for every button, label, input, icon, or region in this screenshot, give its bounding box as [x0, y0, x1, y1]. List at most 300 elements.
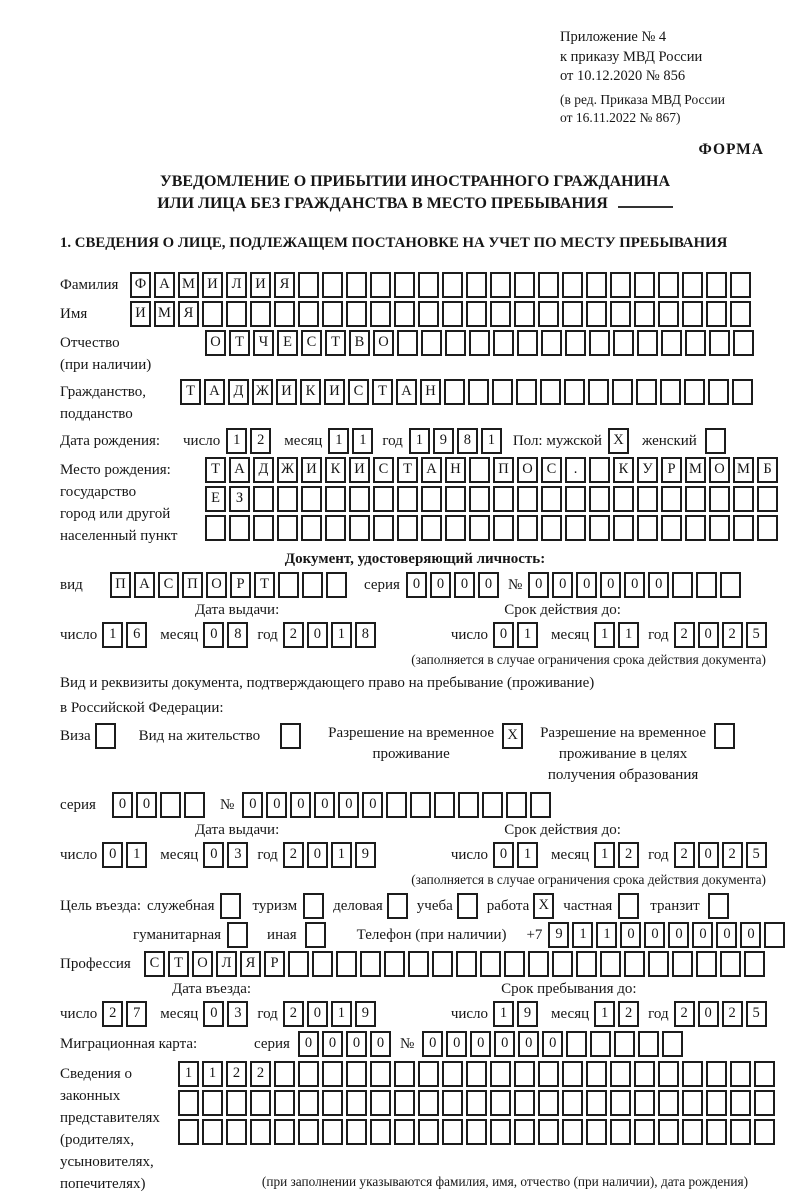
cell[interactable]: 1	[409, 428, 430, 454]
permit-series-cells[interactable]	[112, 792, 208, 818]
sex-male-checkbox[interactable]: X	[608, 428, 629, 454]
cell[interactable]: В	[349, 330, 370, 356]
cell[interactable]	[466, 301, 487, 327]
doc-number-cells[interactable]	[528, 572, 744, 598]
cell[interactable]	[709, 486, 730, 512]
cell[interactable]	[538, 1090, 559, 1116]
cell[interactable]: П	[110, 572, 131, 598]
cell[interactable]	[658, 272, 679, 298]
given-name-cells[interactable]	[130, 301, 754, 327]
cell[interactable]: 2	[250, 428, 271, 454]
cell[interactable]: А	[134, 572, 155, 598]
cell[interactable]	[506, 792, 527, 818]
cell[interactable]: Ж	[277, 457, 298, 483]
cell[interactable]: 0	[307, 622, 328, 648]
cell[interactable]	[445, 515, 466, 541]
permit-issue-year-cells[interactable]	[283, 842, 379, 868]
migration-series-cells[interactable]	[298, 1031, 394, 1057]
cell[interactable]	[421, 330, 442, 356]
cell[interactable]: 1	[594, 842, 615, 868]
cell[interactable]: 1	[481, 428, 502, 454]
cell[interactable]	[184, 792, 205, 818]
cell[interactable]	[274, 1061, 295, 1087]
cell[interactable]	[444, 379, 465, 405]
cell[interactable]: Ч	[253, 330, 274, 356]
cell[interactable]: 1	[178, 1061, 199, 1087]
permit-issue-month-cells[interactable]	[203, 842, 251, 868]
cell[interactable]	[360, 951, 381, 977]
cell[interactable]: Е	[277, 330, 298, 356]
cell[interactable]: 1	[596, 922, 617, 948]
cell[interactable]	[696, 951, 717, 977]
cell[interactable]: 0	[493, 842, 514, 868]
cell[interactable]	[394, 1119, 415, 1145]
cell[interactable]	[397, 515, 418, 541]
patronymic-cells[interactable]	[205, 330, 757, 356]
cell[interactable]: 6	[126, 622, 147, 648]
cell[interactable]: 1	[226, 428, 247, 454]
cell[interactable]: Т	[254, 572, 275, 598]
cell[interactable]: 5	[746, 622, 767, 648]
cell[interactable]	[373, 515, 394, 541]
cell[interactable]: 2	[283, 842, 304, 868]
cell[interactable]	[538, 301, 559, 327]
cell[interactable]: О	[373, 330, 394, 356]
cell[interactable]	[421, 486, 442, 512]
cell[interactable]	[160, 792, 181, 818]
cell[interactable]	[706, 272, 727, 298]
cell[interactable]	[469, 515, 490, 541]
cell[interactable]: С	[373, 457, 394, 483]
cell[interactable]	[682, 1119, 703, 1145]
cell[interactable]	[658, 1061, 679, 1087]
cell[interactable]	[288, 951, 309, 977]
cell[interactable]: 2	[618, 842, 639, 868]
cell[interactable]	[322, 272, 343, 298]
cell[interactable]	[514, 1061, 535, 1087]
cell[interactable]: 0	[298, 1031, 319, 1057]
cell[interactable]: 0	[112, 792, 133, 818]
birthdate-year-cells[interactable]	[409, 428, 505, 454]
cell[interactable]	[226, 301, 247, 327]
cell[interactable]	[322, 1119, 343, 1145]
permit-number-cells[interactable]	[242, 792, 554, 818]
cell[interactable]: Т	[229, 330, 250, 356]
cell[interactable]	[565, 330, 586, 356]
cell[interactable]	[250, 1090, 271, 1116]
cell[interactable]	[538, 272, 559, 298]
cell[interactable]	[517, 515, 538, 541]
cell[interactable]: Р	[661, 457, 682, 483]
cell[interactable]	[586, 1090, 607, 1116]
cell[interactable]: П	[182, 572, 203, 598]
cell[interactable]: 2	[674, 842, 695, 868]
cell[interactable]	[636, 379, 657, 405]
cell[interactable]	[445, 486, 466, 512]
cell[interactable]: 0	[716, 922, 737, 948]
cell[interactable]	[720, 572, 741, 598]
cell[interactable]	[408, 951, 429, 977]
cell[interactable]	[538, 1119, 559, 1145]
cell[interactable]	[466, 1090, 487, 1116]
purpose-work-checkbox[interactable]: X	[533, 893, 554, 919]
cell[interactable]	[466, 1119, 487, 1145]
cell[interactable]: 8	[355, 622, 376, 648]
cell[interactable]	[634, 272, 655, 298]
cell[interactable]	[541, 330, 562, 356]
cell[interactable]	[757, 486, 778, 512]
cell[interactable]: 0	[290, 792, 311, 818]
cell[interactable]	[586, 272, 607, 298]
cell[interactable]: Т	[168, 951, 189, 977]
cell[interactable]	[709, 515, 730, 541]
id-valid-year-cells[interactable]	[674, 622, 770, 648]
cell[interactable]	[610, 1119, 631, 1145]
cell[interactable]: Д	[253, 457, 274, 483]
cell[interactable]	[634, 1090, 655, 1116]
cell[interactable]	[730, 1061, 751, 1087]
cell[interactable]	[720, 951, 741, 977]
cell[interactable]: 0	[692, 922, 713, 948]
cell[interactable]	[302, 572, 323, 598]
cell[interactable]	[346, 1090, 367, 1116]
cell[interactable]	[658, 1119, 679, 1145]
cell[interactable]: 9	[517, 1001, 538, 1027]
cell[interactable]: И	[250, 272, 271, 298]
cell[interactable]	[733, 330, 754, 356]
cell[interactable]: С	[541, 457, 562, 483]
cell[interactable]: К	[300, 379, 321, 405]
cell[interactable]	[610, 1061, 631, 1087]
permit-valid-year-cells[interactable]	[674, 842, 770, 868]
cell[interactable]: 0	[307, 1001, 328, 1027]
cell[interactable]: 0	[470, 1031, 491, 1057]
cell[interactable]	[589, 330, 610, 356]
cell[interactable]	[754, 1061, 775, 1087]
cell[interactable]	[685, 486, 706, 512]
cell[interactable]	[202, 1119, 223, 1145]
cell[interactable]: А	[421, 457, 442, 483]
cell[interactable]	[442, 1119, 463, 1145]
cell[interactable]: 2	[283, 622, 304, 648]
cell[interactable]	[346, 272, 367, 298]
cell[interactable]: Ф	[130, 272, 151, 298]
cell[interactable]	[370, 272, 391, 298]
cell[interactable]	[566, 1031, 587, 1057]
cell[interactable]	[386, 792, 407, 818]
cell[interactable]: 0	[518, 1031, 539, 1057]
cell[interactable]: С	[348, 379, 369, 405]
purpose-tourism-checkbox[interactable]	[303, 893, 324, 919]
visa-checkbox[interactable]	[95, 723, 116, 749]
cell[interactable]: 0	[338, 792, 359, 818]
purpose-other-checkbox[interactable]	[305, 922, 326, 948]
cell[interactable]	[562, 1090, 583, 1116]
cell[interactable]: 1	[331, 1001, 352, 1027]
cell[interactable]	[250, 301, 271, 327]
id-valid-day-cells[interactable]	[493, 622, 541, 648]
cell[interactable]	[682, 1061, 703, 1087]
cell[interactable]	[346, 301, 367, 327]
cell[interactable]: З	[229, 486, 250, 512]
cell[interactable]	[490, 301, 511, 327]
cell[interactable]: М	[733, 457, 754, 483]
cell[interactable]	[226, 1119, 247, 1145]
cell[interactable]	[466, 1061, 487, 1087]
purpose-humanitarian-checkbox[interactable]	[227, 922, 248, 948]
cell[interactable]	[370, 1090, 391, 1116]
cell[interactable]	[469, 457, 490, 483]
cell[interactable]	[349, 486, 370, 512]
cell[interactable]	[706, 1090, 727, 1116]
cell[interactable]	[576, 951, 597, 977]
cell[interactable]	[466, 272, 487, 298]
cell[interactable]	[514, 272, 535, 298]
cell[interactable]: 0	[600, 572, 621, 598]
entry-day-cells[interactable]	[102, 1001, 150, 1027]
cell[interactable]	[552, 951, 573, 977]
cell[interactable]	[757, 515, 778, 541]
cell[interactable]: 0	[362, 792, 383, 818]
cell[interactable]	[322, 301, 343, 327]
entry-month-cells[interactable]	[203, 1001, 251, 1027]
cell[interactable]: И	[130, 301, 151, 327]
cell[interactable]	[346, 1119, 367, 1145]
id-issue-day-cells[interactable]	[102, 622, 150, 648]
cell[interactable]	[516, 379, 537, 405]
cell[interactable]	[418, 1119, 439, 1145]
citizenship-cells[interactable]	[180, 379, 756, 405]
sex-female-checkbox[interactable]	[705, 428, 726, 454]
cell[interactable]: М	[154, 301, 175, 327]
cell[interactable]	[610, 301, 631, 327]
cell[interactable]	[298, 1061, 319, 1087]
cell[interactable]	[202, 301, 223, 327]
cell[interactable]: 0	[370, 1031, 391, 1057]
cell[interactable]: 1	[331, 842, 352, 868]
cell[interactable]	[589, 515, 610, 541]
cell[interactable]	[586, 301, 607, 327]
cell[interactable]: С	[158, 572, 179, 598]
cell[interactable]	[336, 951, 357, 977]
cell[interactable]	[588, 379, 609, 405]
cell[interactable]	[202, 1090, 223, 1116]
cell[interactable]: П	[493, 457, 514, 483]
cell[interactable]	[658, 1090, 679, 1116]
cell[interactable]: Д	[228, 379, 249, 405]
cell[interactable]	[706, 1119, 727, 1145]
cell[interactable]	[421, 515, 442, 541]
cell[interactable]	[562, 272, 583, 298]
cell[interactable]	[442, 272, 463, 298]
cell[interactable]: А	[229, 457, 250, 483]
cell[interactable]	[445, 330, 466, 356]
birthplace-cells-row1[interactable]	[205, 457, 781, 483]
cell[interactable]: 1	[126, 842, 147, 868]
cell[interactable]: 2	[618, 1001, 639, 1027]
cell[interactable]: 0	[493, 622, 514, 648]
cell[interactable]: Н	[445, 457, 466, 483]
cell[interactable]	[634, 301, 655, 327]
cell[interactable]	[278, 572, 299, 598]
cell[interactable]: 2	[250, 1061, 271, 1087]
cell[interactable]: 0	[698, 842, 719, 868]
cell[interactable]	[764, 922, 785, 948]
permit-valid-month-cells[interactable]	[594, 842, 642, 868]
cell[interactable]	[562, 1119, 583, 1145]
cell[interactable]: .	[565, 457, 586, 483]
cell[interactable]	[706, 1061, 727, 1087]
cell[interactable]: 0	[102, 842, 123, 868]
cell[interactable]	[178, 1090, 199, 1116]
cell[interactable]: 9	[548, 922, 569, 948]
cell[interactable]: 1	[572, 922, 593, 948]
cell[interactable]: 1	[517, 622, 538, 648]
cell[interactable]	[346, 1061, 367, 1087]
cell[interactable]	[418, 301, 439, 327]
cell[interactable]: Л	[226, 272, 247, 298]
cell[interactable]	[418, 1061, 439, 1087]
cell[interactable]	[298, 1119, 319, 1145]
cell[interactable]: 7	[126, 1001, 147, 1027]
cell[interactable]	[370, 1119, 391, 1145]
cell[interactable]	[229, 515, 250, 541]
cell[interactable]: А	[154, 272, 175, 298]
cell[interactable]: И	[324, 379, 345, 405]
cell[interactable]: 0	[552, 572, 573, 598]
cell[interactable]: 0	[624, 572, 645, 598]
cell[interactable]	[298, 1090, 319, 1116]
cell[interactable]	[469, 330, 490, 356]
residence-permit-checkbox[interactable]	[280, 723, 301, 749]
cell[interactable]	[301, 486, 322, 512]
cell[interactable]: 3	[227, 842, 248, 868]
cell[interactable]	[490, 1119, 511, 1145]
cell[interactable]	[600, 951, 621, 977]
cell[interactable]	[528, 951, 549, 977]
cell[interactable]	[493, 486, 514, 512]
cell[interactable]	[589, 457, 610, 483]
stay-day-cells[interactable]	[493, 1001, 541, 1027]
cell[interactable]: 0	[314, 792, 335, 818]
cell[interactable]	[610, 272, 631, 298]
cell[interactable]	[562, 301, 583, 327]
cell[interactable]	[541, 486, 562, 512]
cell[interactable]	[490, 272, 511, 298]
cell[interactable]: 0	[576, 572, 597, 598]
cell[interactable]: С	[301, 330, 322, 356]
cell[interactable]: Р	[230, 572, 251, 598]
cell[interactable]: 9	[355, 842, 376, 868]
cell[interactable]	[394, 272, 415, 298]
cell[interactable]: 3	[227, 1001, 248, 1027]
cell[interactable]: Т	[397, 457, 418, 483]
cell[interactable]	[394, 1061, 415, 1087]
cell[interactable]	[564, 379, 585, 405]
representatives-cells-row2[interactable]	[178, 1090, 778, 1116]
cell[interactable]: Т	[325, 330, 346, 356]
stay-year-cells[interactable]	[674, 1001, 770, 1027]
cell[interactable]: 0	[203, 842, 224, 868]
cell[interactable]: 1	[202, 1061, 223, 1087]
cell[interactable]	[562, 1061, 583, 1087]
cell[interactable]: 0	[242, 792, 263, 818]
cell[interactable]: 2	[674, 622, 695, 648]
cell[interactable]	[684, 379, 705, 405]
temp-permit-checkbox[interactable]: X	[502, 723, 523, 749]
cell[interactable]: 1	[102, 622, 123, 648]
cell[interactable]: Л	[216, 951, 237, 977]
cell[interactable]: Т	[180, 379, 201, 405]
cell[interactable]	[397, 330, 418, 356]
cell[interactable]: 0	[620, 922, 641, 948]
cell[interactable]	[614, 1031, 635, 1057]
cell[interactable]	[624, 951, 645, 977]
cell[interactable]	[672, 572, 693, 598]
cell[interactable]: Н	[420, 379, 441, 405]
cell[interactable]: И	[349, 457, 370, 483]
cell[interactable]	[397, 486, 418, 512]
cell[interactable]	[492, 379, 513, 405]
cell[interactable]: Я	[178, 301, 199, 327]
cell[interactable]: 1	[331, 622, 352, 648]
cell[interactable]	[298, 272, 319, 298]
cell[interactable]	[394, 1090, 415, 1116]
cell[interactable]	[744, 951, 765, 977]
cell[interactable]: Я	[240, 951, 261, 977]
phone-cells[interactable]	[548, 922, 788, 948]
cell[interactable]	[514, 301, 535, 327]
cell[interactable]	[648, 951, 669, 977]
cell[interactable]: 5	[746, 1001, 767, 1027]
cell[interactable]	[682, 1090, 703, 1116]
cell[interactable]: М	[178, 272, 199, 298]
cell[interactable]: Т	[205, 457, 226, 483]
cell[interactable]	[730, 301, 751, 327]
cell[interactable]	[298, 301, 319, 327]
cell[interactable]	[418, 1090, 439, 1116]
cell[interactable]	[384, 951, 405, 977]
cell[interactable]	[634, 1061, 655, 1087]
purpose-transit-checkbox[interactable]	[708, 893, 729, 919]
cell[interactable]	[326, 572, 347, 598]
cell[interactable]: 0	[307, 842, 328, 868]
cell[interactable]: С	[144, 951, 165, 977]
cell[interactable]: 0	[422, 1031, 443, 1057]
cell[interactable]: Е	[205, 486, 226, 512]
cell[interactable]: Т	[372, 379, 393, 405]
cell[interactable]	[637, 515, 658, 541]
cell[interactable]	[685, 330, 706, 356]
cell[interactable]	[250, 1119, 271, 1145]
cell[interactable]	[442, 1061, 463, 1087]
cell[interactable]: 0	[406, 572, 427, 598]
id-issue-month-cells[interactable]	[203, 622, 251, 648]
cell[interactable]: 0	[528, 572, 549, 598]
cell[interactable]: 5	[746, 842, 767, 868]
cell[interactable]	[277, 486, 298, 512]
cell[interactable]: О	[205, 330, 226, 356]
purpose-official-checkbox[interactable]	[220, 893, 241, 919]
cell[interactable]	[565, 486, 586, 512]
cell[interactable]	[349, 515, 370, 541]
cell[interactable]: 2	[102, 1001, 123, 1027]
cell[interactable]	[730, 1090, 751, 1116]
cell[interactable]	[493, 330, 514, 356]
representatives-cells-row1[interactable]	[178, 1061, 778, 1087]
cell[interactable]	[442, 1090, 463, 1116]
id-valid-month-cells[interactable]	[594, 622, 642, 648]
